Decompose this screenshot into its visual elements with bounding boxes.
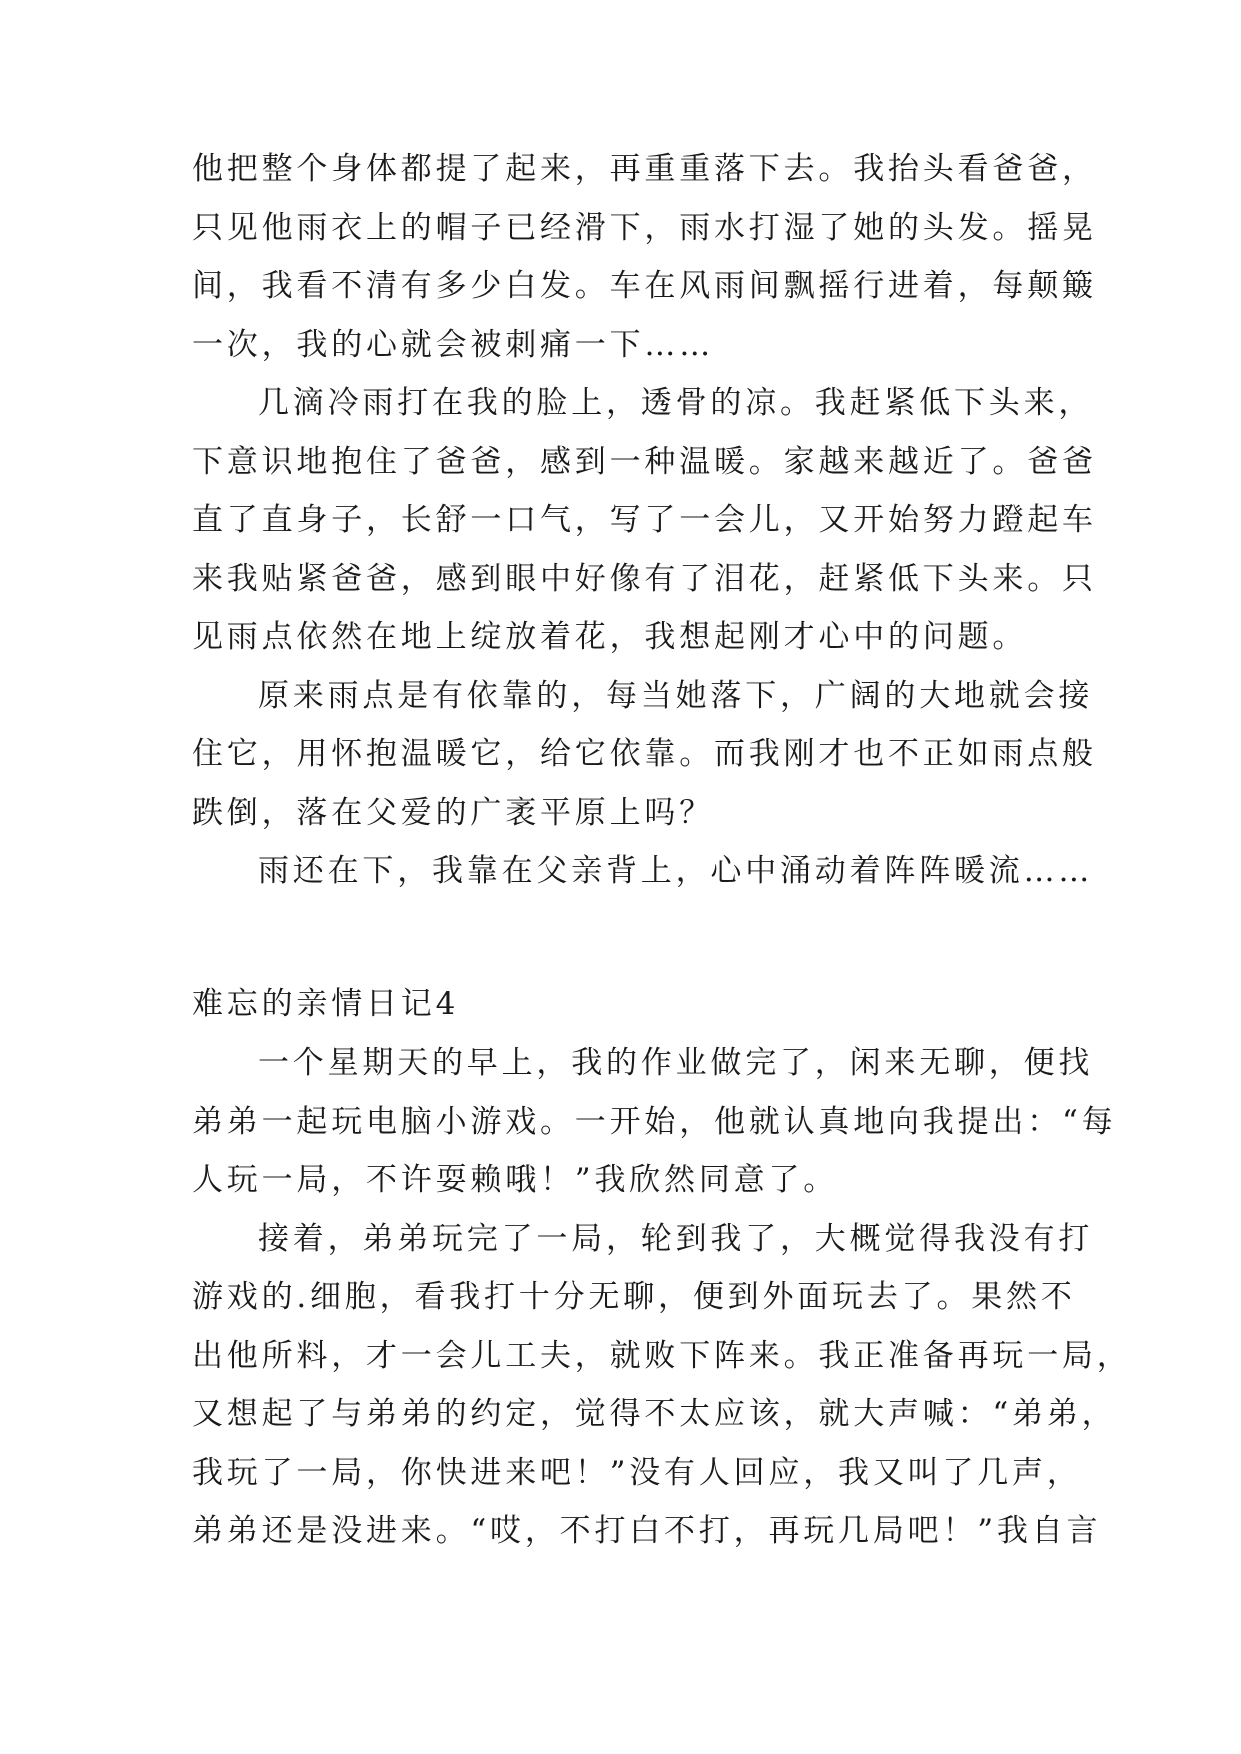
text-line: 住它，用怀抱温暖它，给它依靠。而我刚才也不正如雨点般 xyxy=(192,736,1097,772)
text-line: 间，我看不清有多少白发。车在风雨间飘摇行进着，每颠簸 xyxy=(192,268,1097,304)
text-line: 跌倒，落在父爱的广袤平原上吗？ xyxy=(192,794,714,831)
text-line: 游戏的.细胞，看我打十分无聊，便到外面玩去了。果然不 xyxy=(192,1279,1076,1315)
text-line: 下意识地抱住了爸爸，感到一种温暖。家越来越近了。爸爸 xyxy=(192,443,1097,480)
text-line: 来我贴紧爸爸，感到眼中好像有了泪花，赶紧低下头来。只 xyxy=(192,560,1097,597)
text-line: 几滴冷雨打在我的脸上，透骨的凉。我赶紧低下头来， xyxy=(258,385,1094,421)
text-line: 出他所料，才一会儿工夫，就败下阵来。我正准备再玩一局， xyxy=(192,1337,1132,1374)
text-line: 原来雨点是有依靠的，每当她落下，广阔的大地就会接 xyxy=(258,677,1094,714)
text-line: 接着，弟弟玩完了一局，轮到我了，大概觉得我没有打 xyxy=(258,1220,1094,1257)
text-line: 一次，我的心就会被刺痛一下…… xyxy=(192,326,714,363)
text-line: 见雨点依然在地上绽放着花，我想起刚才心中的问题。 xyxy=(192,619,1028,655)
text-line: 又想起了与弟弟的约定，觉得不太应该，就大声喊：“弟弟， xyxy=(192,1396,1117,1432)
text-line: 他把整个身体都提了起来，再重重落下去。我抬头看爸爸， xyxy=(192,151,1097,187)
text-line: 一个星期天的早上，我的作业做完了，闲来无聊，便找 xyxy=(258,1045,1094,1081)
section-2-text xyxy=(192,1034,1132,1561)
text-line: 弟弟一起玩电脑小游戏。一开始，他就认真地向我提出：“每 xyxy=(192,1103,1117,1140)
text-line: 只见他雨衣上的帽子已经滑下，雨水打湿了她的头发。摇晃 xyxy=(192,209,1097,246)
section-1-text xyxy=(192,140,1097,901)
text-line: 直了直身子，长舒一口气，写了一会儿，又开始努力蹬起车 xyxy=(192,502,1097,538)
text-line: 雨还在下，我靠在父亲背上，心中涌动着阵阵暖流…… xyxy=(258,853,1094,889)
section-heading: 难忘的亲情日记4 xyxy=(192,986,460,1022)
text-line: 我玩了一局，你快进来吧！”没有人回应，我又叫了几声， xyxy=(192,1454,1082,1491)
text-line: 弟弟还是没进来。“哎，不打白不打，再玩几局吧！”我自言 xyxy=(192,1513,1102,1549)
text-line: 人玩一局，不许耍赖哦！”我欣然同意了。 xyxy=(192,1162,839,1198)
